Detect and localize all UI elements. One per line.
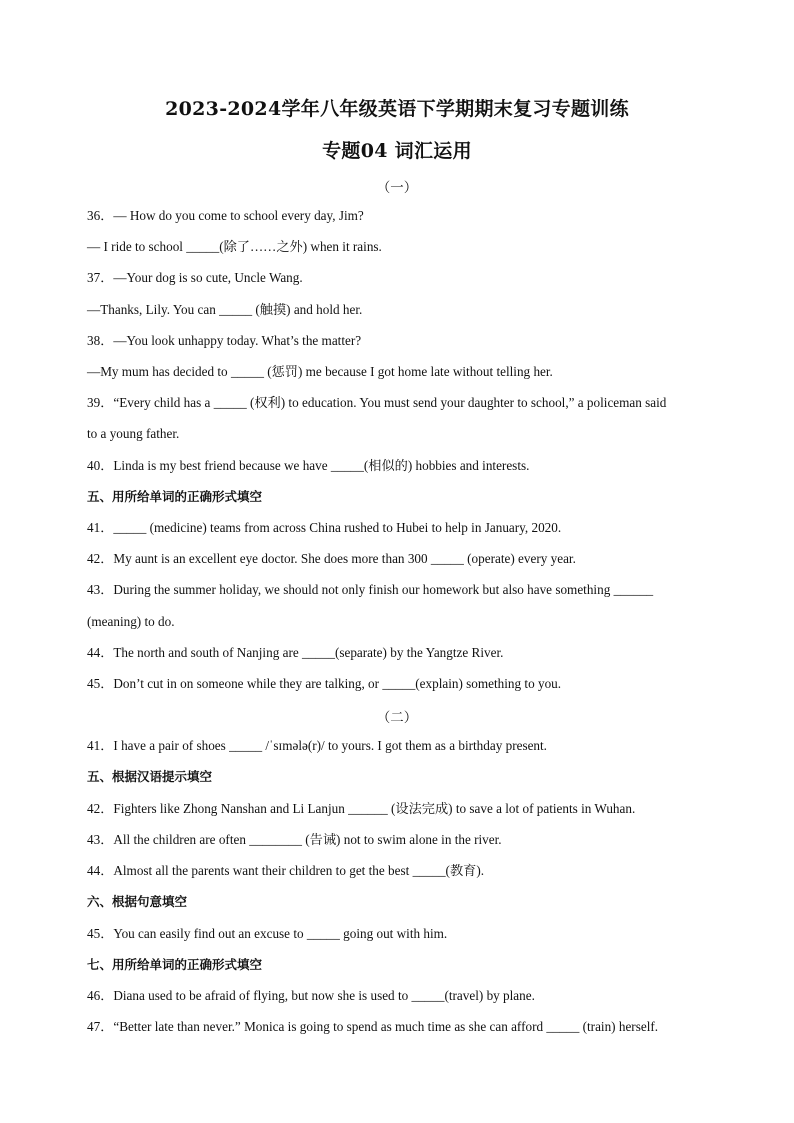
question-line: 43．All the children are often ________ (告诫) not to swim alone in the river. bbox=[87, 832, 502, 847]
question-line: 46．Diana used to be afraid of flying, but now she is used to _____(travel) by plane. bbox=[87, 988, 535, 1003]
question-line: to a young father. bbox=[87, 426, 180, 441]
section-heading: 五、用所给单词的正确形式填空 bbox=[87, 489, 263, 504]
question-line: 39．“Every child has a _____ (权利) to education. You must send your daughter to school,” a policeman said bbox=[87, 395, 667, 410]
question-line: — I ride to school _____(除了……之外) when it rains. bbox=[87, 239, 382, 254]
question-line: 41．I have a pair of shoes _____ /ˈsɪmələ(r)/ to yours. I got them as a birthday present. bbox=[87, 738, 547, 753]
question-line: 37．—Your dog is so cute, Uncle Wang. bbox=[87, 270, 303, 285]
section-heading: 七、用所给单词的正确形式填空 bbox=[87, 957, 263, 972]
question-line: 45．Don’t cut in on someone while they are talking, or _____(explain) something to you. bbox=[87, 676, 562, 691]
question-line: 47．“Better late than never.” Monica is going to spend as much time as she can afford _____ (train) herself. bbox=[87, 1019, 659, 1034]
question-line: 44．The north and south of Nanjing are _____(separate) by the Yangtze River. bbox=[87, 645, 504, 660]
question-line: 44．Almost all the parents want their children to get the best _____(教育). bbox=[87, 863, 485, 878]
section-one-label: （一） bbox=[376, 180, 418, 195]
document-title: 2023-2024学年八年级英语下学期期末复习专题训练 bbox=[165, 98, 629, 120]
question-line: (meaning) to do. bbox=[87, 614, 175, 629]
question-line: 40．Linda is my best friend because we have _____(相似的) hobbies and interests. bbox=[87, 458, 530, 473]
section-heading: 六、根据句意填空 bbox=[87, 894, 188, 909]
section-heading: 五、根据汉语提示填空 bbox=[87, 769, 213, 784]
document-subtitle: 专题04 词汇运用 bbox=[322, 140, 472, 162]
question-line: 41．_____ (medicine) teams from across China rushed to Hubei to help in January, 2020. bbox=[87, 520, 562, 535]
question-line: —My mum has decided to _____ (惩罚) me because I got home late without telling her. bbox=[87, 364, 553, 379]
question-line: 36．— How do you come to school every day, Jim? bbox=[87, 208, 364, 223]
question-line: 38．—You look unhappy today. What’s the matter? bbox=[87, 333, 362, 348]
question-line: —Thanks, Lily. You can _____ (触摸) and hold her. bbox=[87, 302, 363, 317]
question-line: 42．My aunt is an excellent eye doctor. She does more than 300 _____ (operate) every year. bbox=[87, 551, 576, 566]
question-line: 43．During the summer holiday, we should not only finish our homework but also have something ______ bbox=[87, 582, 654, 597]
question-line: 45．You can easily find out an excuse to _____ going out with him. bbox=[87, 926, 448, 941]
section-two-label: （二） bbox=[376, 710, 418, 725]
question-line: 42．Fighters like Zhong Nanshan and Li Lanjun ______ (设法完成) to save a lot of patients in Wuhan. bbox=[87, 801, 636, 816]
